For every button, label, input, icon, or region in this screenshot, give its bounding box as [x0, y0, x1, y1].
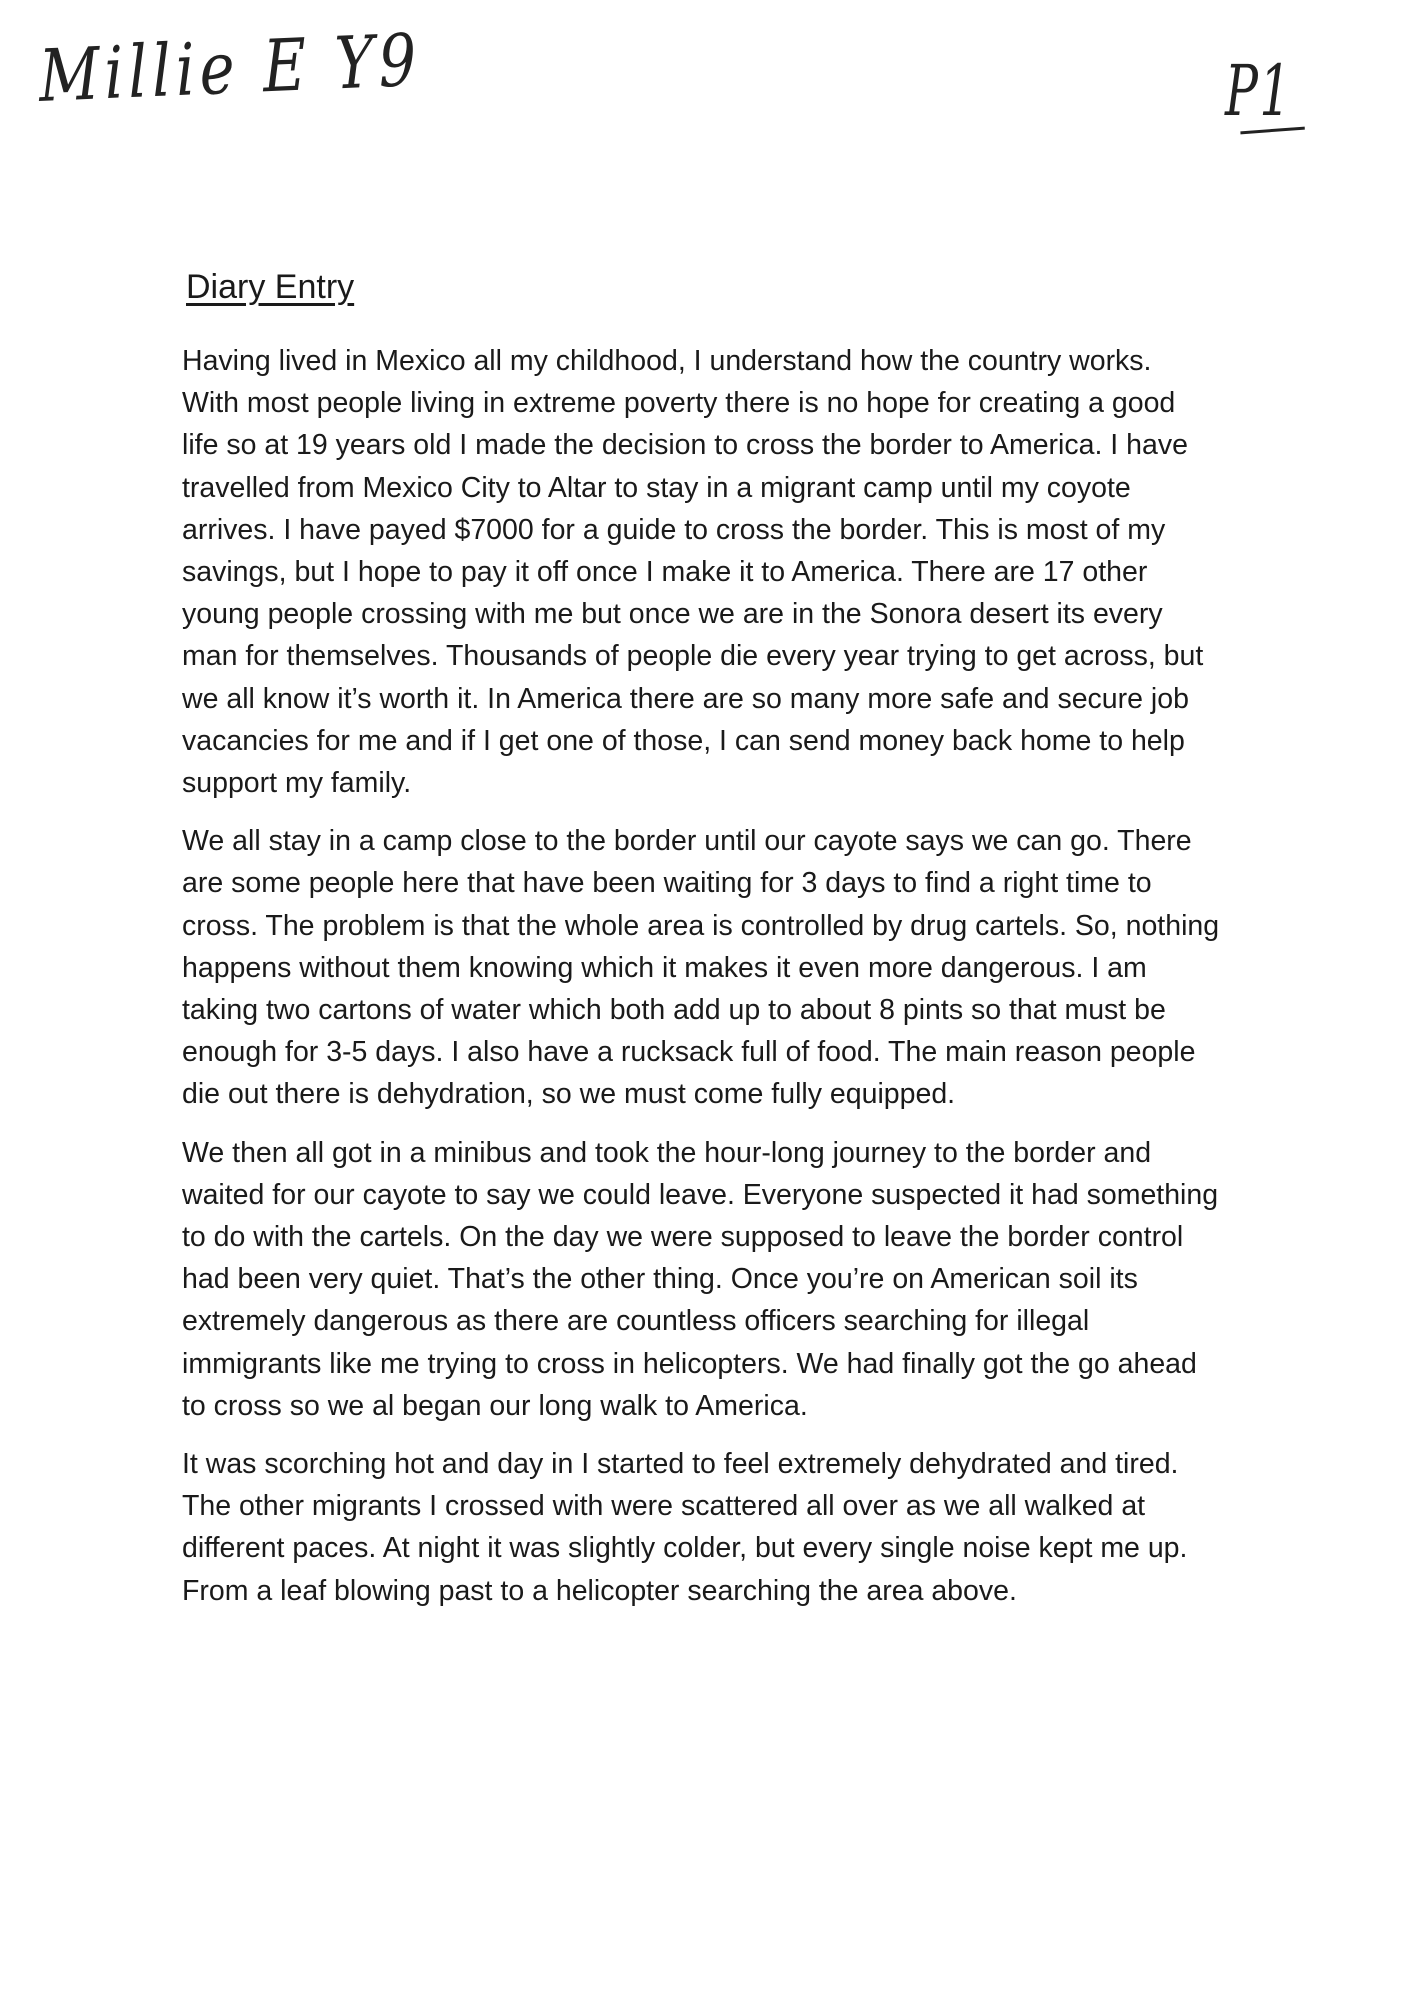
text-line: are some people here that have been waiting for 3 days to find a right time to — [182, 867, 1152, 900]
text-line: travelled from Mexico City to Altar to stay in a migrant camp until my coyote — [182, 471, 1131, 504]
text-line: different paces. At night it was slightly colder, but every single noise kept me up. — [182, 1532, 1188, 1565]
text-line: die out there is dehydration, so we must come fully equipped. — [182, 1078, 956, 1111]
paragraph-2 — [182, 820, 1262, 1115]
text-line: cross. The problem is that the whole area is controlled by drug cartels. So, nothing — [182, 909, 1220, 942]
paragraph-3 — [182, 1132, 1262, 1427]
text-line: The other migrants I crossed with were scattered all over as we all walked at — [182, 1490, 1146, 1523]
handwritten-name: Millie E Y9 — [37, 17, 423, 118]
text-line: to do with the cartels. On the day we were supposed to leave the border control — [182, 1221, 1184, 1254]
text-line: savings, but I hope to pay it off once I make it to America. There are 17 other — [182, 556, 1148, 589]
text-line: With most people living in extreme poverty there is no hope for creating a good — [182, 387, 1176, 420]
text-line: had been very quiet. That’s the other thing. Once you’re on American soil its — [182, 1263, 1138, 1296]
text-line: immigrants like me trying to cross in helicopters. We had finally got the go ahead — [182, 1347, 1197, 1380]
paragraph-1 — [182, 340, 1262, 804]
text-line: arrives. I have payed $7000 for a guide to cross the border. This is most of my — [182, 513, 1166, 546]
text-line: We all stay in a camp close to the border until our cayote says we can go. There — [182, 825, 1192, 858]
diary-body — [182, 340, 1262, 1628]
text-line: enough for 3-5 days. I also have a rucksack full of food. The main reason people — [182, 1036, 1196, 1069]
text-line: vacancies for me and if I get one of those, I can send money back home to help — [182, 724, 1185, 757]
text-line: It was scorching hot and day in I started to feel extremely dehydrated and tired. — [182, 1448, 1179, 1481]
text-line: young people crossing with me but once we are in the Sonora desert its every — [182, 598, 1163, 631]
page-title: Diary Entry — [186, 268, 355, 306]
text-line: life so at 19 years old I made the decision to cross the border to America. I have — [182, 429, 1188, 462]
text-line: extremely dangerous as there are countless officers searching for illegal — [182, 1305, 1090, 1338]
text-line: Having lived in Mexico all my childhood, I understand how the country works. — [182, 345, 1152, 377]
text-line: We then all got in a minibus and took the hour-long journey to the border and — [182, 1136, 1152, 1169]
text-line: From a leaf blowing past to a helicopter searching the area above. — [182, 1574, 1017, 1607]
text-line: man for themselves. Thousands of people die every year trying to get across, but — [182, 640, 1204, 673]
text-line: we all know it’s worth it. In America there are so many more safe and secure job — [182, 682, 1189, 715]
text-line: taking two cartons of water which both add up to about 8 pints so that must be — [182, 994, 1166, 1027]
text-line: support my family. — [182, 767, 412, 800]
text-line: waited for our cayote to say we could leave. Everyone suspected it had something — [182, 1178, 1219, 1211]
paragraph-4 — [182, 1443, 1262, 1612]
handwritten-page-number: P1 — [1225, 50, 1292, 132]
text-line: happens without them knowing which it makes it even more dangerous. I am — [182, 951, 1147, 984]
text-line: to cross so we al began our long walk to America. — [182, 1389, 808, 1422]
